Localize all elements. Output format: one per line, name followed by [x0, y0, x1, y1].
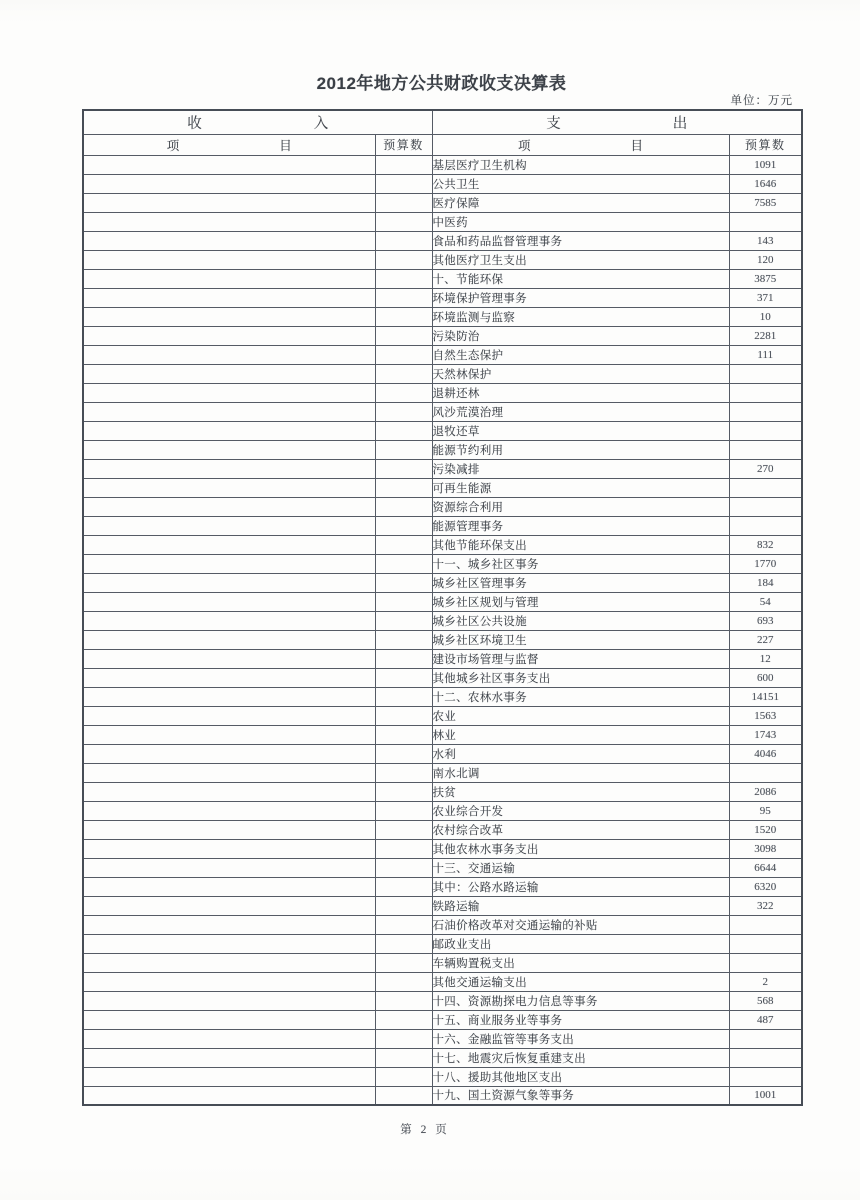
revenue-item-cell [83, 991, 375, 1010]
revenue-item-cell [83, 592, 375, 611]
expenditure-value-cell: 832 [729, 535, 802, 554]
revenue-value-cell [375, 1010, 432, 1029]
table-row [83, 782, 802, 801]
expenditure-value-cell: 568 [729, 991, 802, 1010]
expenditure-value-cell [729, 915, 802, 934]
revenue-value-cell [375, 687, 432, 706]
expenditure-value-cell [729, 934, 802, 953]
expenditure-item-cell: 石油价格改革对交通运输的补贴 [432, 915, 729, 934]
table-row [83, 402, 802, 421]
expenditure-value-cell: 184 [729, 573, 802, 592]
table-row [83, 364, 802, 383]
table-row [83, 231, 802, 250]
expenditure-item-cell: 城乡社区管理事务 [432, 573, 729, 592]
table-row [83, 763, 802, 782]
expenditure-item-cell: 基层医疗卫生机构 [432, 155, 729, 174]
revenue-item-cell [83, 649, 375, 668]
expenditure-item-cell: 扶贫 [432, 782, 729, 801]
qizhong-prefix: 其中： [432, 881, 468, 894]
table-row [83, 839, 802, 858]
table-row [83, 1067, 802, 1086]
expenditure-value-cell: 3875 [729, 269, 802, 288]
revenue-header-char: 入 [313, 115, 329, 132]
revenue-value-cell [375, 193, 432, 212]
expenditure-value-cell: 6644 [729, 858, 802, 877]
revenue-value-cell [375, 858, 432, 877]
expenditure-item-cell: 其中：公路水路运输 [432, 877, 729, 896]
revenue-value-cell [375, 155, 432, 174]
revenue-value-cell [375, 820, 432, 839]
expenditure-item-cell: 车辆购置税支出 [432, 953, 729, 972]
expenditure-value-cell: 2281 [729, 326, 802, 345]
expenditure-value-cell [729, 953, 802, 972]
table-row [83, 516, 802, 535]
revenue-value-cell [375, 516, 432, 535]
revenue-value-cell [375, 402, 432, 421]
revenue-item-cell [83, 459, 375, 478]
revenue-budget-column-header: 预算数 [375, 134, 432, 155]
revenue-item-cell [83, 763, 375, 782]
revenue-value-cell [375, 269, 432, 288]
revenue-item-cell [83, 497, 375, 516]
revenue-value-cell [375, 668, 432, 687]
expenditure-value-cell [729, 497, 802, 516]
revenue-item-cell [83, 687, 375, 706]
revenue-value-cell [375, 554, 432, 573]
revenue-item-cell [83, 668, 375, 687]
table-row [83, 744, 802, 763]
revenue-item-cell [83, 630, 375, 649]
expenditure-item-cell: 水利 [432, 744, 729, 763]
revenue-item-cell [83, 934, 375, 953]
expenditure-item-cell: 环境监测与监察 [432, 307, 729, 326]
expenditure-value-cell [729, 1048, 802, 1067]
revenue-item-cell [83, 972, 375, 991]
revenue-item-cell [83, 250, 375, 269]
expenditure-item-cell: 可再生能源 [432, 478, 729, 497]
expenditure-item-cell: 十三、交通运输 [432, 858, 729, 877]
table-row [83, 972, 802, 991]
expenditure-value-cell: 3098 [729, 839, 802, 858]
expenditure-value-cell: 1520 [729, 820, 802, 839]
table-row [83, 1048, 802, 1067]
table-row [83, 174, 802, 193]
table-row [83, 915, 802, 934]
expenditure-value-cell [729, 516, 802, 535]
expenditure-item-cell: 农业 [432, 706, 729, 725]
revenue-value-cell [375, 383, 432, 402]
table-row [83, 288, 802, 307]
expenditure-item-cell: 医疗保障 [432, 193, 729, 212]
revenue-item-cell [83, 345, 375, 364]
expenditure-item-cell: 天然林保护 [432, 364, 729, 383]
expenditure-item-cell: 环境保护管理事务 [432, 288, 729, 307]
revenue-item-cell [83, 326, 375, 345]
expenditure-value-cell: 14151 [729, 687, 802, 706]
revenue-value-cell [375, 991, 432, 1010]
expenditure-item-cell: 食品和药品监督管理事务 [432, 231, 729, 250]
expenditure-value-cell [729, 383, 802, 402]
expenditure-item-cell: 资源综合利用 [432, 497, 729, 516]
expenditure-item-cell: 十、节能环保 [432, 269, 729, 288]
revenue-value-cell [375, 915, 432, 934]
revenue-item-cell [83, 915, 375, 934]
expenditure-header-char: 出 [672, 115, 688, 132]
expenditure-value-cell [729, 1029, 802, 1048]
expenditure-value-cell: 4046 [729, 744, 802, 763]
expenditure-header-char: 支 [546, 115, 561, 132]
revenue-value-cell [375, 801, 432, 820]
table-row [83, 307, 802, 326]
revenue-value-cell [375, 212, 432, 231]
table-row [83, 478, 802, 497]
table-row [83, 706, 802, 725]
revenue-item-cell [83, 801, 375, 820]
expenditure-item-cell: 能源节约利用 [432, 440, 729, 459]
table-row [83, 326, 802, 345]
revenue-item-cell [83, 611, 375, 630]
unit-label: 单位：万元 [730, 95, 793, 107]
expenditure-item-cell: 林业 [432, 725, 729, 744]
revenue-item-cell [83, 155, 375, 174]
revenue-item-cell [83, 1048, 375, 1067]
revenue-value-cell [375, 725, 432, 744]
revenue-value-cell [375, 934, 432, 953]
revenue-item-cell [83, 212, 375, 231]
revenue-item-cell [83, 535, 375, 554]
revenue-value-cell [375, 573, 432, 592]
expenditure-item-cell: 公共卫生 [432, 174, 729, 193]
revenue-value-cell [375, 839, 432, 858]
revenue-value-cell [375, 459, 432, 478]
revenue-item-cell [83, 193, 375, 212]
expenditure-value-cell: 1091 [729, 155, 802, 174]
expenditure-item-cell: 南水北调 [432, 763, 729, 782]
revenue-item-cell [83, 744, 375, 763]
revenue-item-cell [83, 1010, 375, 1029]
revenue-value-cell [375, 953, 432, 972]
table-row [83, 1010, 802, 1029]
table-row [83, 725, 802, 744]
revenue-value-cell [375, 592, 432, 611]
table-row [83, 535, 802, 554]
table-row [83, 497, 802, 516]
revenue-item-cell [83, 516, 375, 535]
revenue-item-cell [83, 364, 375, 383]
table-body [83, 155, 802, 1105]
expenditure-value-cell [729, 1067, 802, 1086]
revenue-item-cell [83, 820, 375, 839]
table-row [83, 1086, 802, 1105]
expenditure-value-cell [729, 212, 802, 231]
table-row [83, 212, 802, 231]
expenditure-value-cell: 12 [729, 649, 802, 668]
revenue-value-cell [375, 1067, 432, 1086]
table-row [83, 592, 802, 611]
revenue-value-cell [375, 649, 432, 668]
expenditure-value-cell: 95 [729, 801, 802, 820]
table-row [83, 820, 802, 839]
expenditure-value-cell: 487 [729, 1010, 802, 1029]
revenue-value-cell [375, 706, 432, 725]
revenue-item-column-header: 项 目 [83, 134, 375, 155]
revenue-value-cell [375, 1029, 432, 1048]
expenditure-value-cell [729, 440, 802, 459]
table-row [83, 345, 802, 364]
revenue-value-cell [375, 1086, 432, 1105]
expenditure-value-cell: 111 [729, 345, 802, 364]
expenditure-item-cell: 中医药 [432, 212, 729, 231]
expenditure-item-cell: 十五、商业服务业等事务 [432, 1010, 729, 1029]
revenue-value-cell [375, 345, 432, 364]
revenue-value-cell [375, 364, 432, 383]
expenditure-value-cell: 1001 [729, 1086, 802, 1105]
table-row [83, 421, 802, 440]
expenditure-value-cell: 10 [729, 307, 802, 326]
expenditure-item-cell: 风沙荒漠治理 [432, 402, 729, 421]
revenue-item-cell [83, 288, 375, 307]
expenditure-item-cell: 十八、援助其他地区支出 [432, 1067, 729, 1086]
revenue-header-char: 收 [187, 115, 202, 132]
revenue-value-cell [375, 744, 432, 763]
revenue-value-cell [375, 288, 432, 307]
table-row [83, 630, 802, 649]
revenue-value-cell [375, 763, 432, 782]
expenditure-value-cell: 371 [729, 288, 802, 307]
expenditure-item-cell: 其他医疗卫生支出 [432, 250, 729, 269]
expenditure-item-cell: 铁路运输 [432, 896, 729, 915]
table-row [83, 554, 802, 573]
revenue-item-cell [83, 706, 375, 725]
table-row [83, 440, 802, 459]
revenue-item-cell [83, 858, 375, 877]
expenditure-value-cell: 270 [729, 459, 802, 478]
revenue-section-header [83, 110, 432, 134]
table-row [83, 687, 802, 706]
expenditure-value-cell: 1563 [729, 706, 802, 725]
revenue-item-cell [83, 782, 375, 801]
expenditure-item-cell: 农村综合改革 [432, 820, 729, 839]
revenue-item-cell [83, 421, 375, 440]
revenue-value-cell [375, 877, 432, 896]
expenditure-item-cell: 十二、农林水事务 [432, 687, 729, 706]
revenue-item-cell [83, 839, 375, 858]
expenditure-value-cell: 2086 [729, 782, 802, 801]
page-title: 2012年地方公共财政收支决算表 [316, 74, 567, 93]
table-row [83, 193, 802, 212]
table-row [83, 250, 802, 269]
revenue-item-cell [83, 440, 375, 459]
expenditure-value-cell: 322 [729, 896, 802, 915]
expenditure-item-cell: 其他交通运输支出 [432, 972, 729, 991]
expenditure-value-cell: 1646 [729, 174, 802, 193]
expenditure-item-cell: 城乡社区公共设施 [432, 611, 729, 630]
table-row [83, 459, 802, 478]
fiscal-table [82, 109, 803, 1106]
expenditure-value-cell: 54 [729, 592, 802, 611]
expenditure-value-cell: 1770 [729, 554, 802, 573]
expenditure-item-cell: 十一、城乡社区事务 [432, 554, 729, 573]
expenditure-value-cell: 693 [729, 611, 802, 630]
expenditure-value-cell: 600 [729, 668, 802, 687]
expenditure-item-cell: 自然生态保护 [432, 345, 729, 364]
expenditure-item-cell: 城乡社区环境卫生 [432, 630, 729, 649]
expenditure-item-cell: 十四、资源勘探电力信息等事务 [432, 991, 729, 1010]
expenditure-item-cell: 其他城乡社区事务支出 [432, 668, 729, 687]
expenditure-value-cell: 120 [729, 250, 802, 269]
revenue-value-cell [375, 497, 432, 516]
revenue-value-cell [375, 421, 432, 440]
revenue-value-cell [375, 326, 432, 345]
expenditure-value-cell: 7585 [729, 193, 802, 212]
revenue-item-cell [83, 953, 375, 972]
table-row [83, 269, 802, 288]
revenue-value-cell [375, 478, 432, 497]
revenue-item-cell [83, 231, 375, 250]
revenue-item-cell [83, 1067, 375, 1086]
column-header-row [83, 134, 802, 155]
revenue-value-cell [375, 174, 432, 193]
expenditure-item-cell: 农业综合开发 [432, 801, 729, 820]
revenue-value-cell [375, 782, 432, 801]
expenditure-value-cell [729, 478, 802, 497]
expenditure-item-cell: 十七、地震灾后恢复重建支出 [432, 1048, 729, 1067]
table-row [83, 155, 802, 174]
table-row [83, 1029, 802, 1048]
table-row [83, 611, 802, 630]
expenditure-item-column-header: 项 目 [432, 134, 729, 155]
expenditure-value-cell [729, 763, 802, 782]
expenditure-value-cell [729, 421, 802, 440]
expenditure-value-cell [729, 364, 802, 383]
revenue-item-cell [83, 174, 375, 193]
table-row [83, 991, 802, 1010]
revenue-value-cell [375, 250, 432, 269]
expenditure-item-cell: 其他农林水事务支出 [432, 839, 729, 858]
revenue-value-cell [375, 231, 432, 250]
expenditure-item-cell: 十六、金融监管等事务支出 [432, 1029, 729, 1048]
table-row [83, 573, 802, 592]
table-row [83, 953, 802, 972]
expenditure-item-cell: 退牧还草 [432, 421, 729, 440]
expenditure-item-cell: 邮政业支出 [432, 934, 729, 953]
revenue-value-cell [375, 440, 432, 459]
expenditure-value-cell: 1743 [729, 725, 802, 744]
expenditure-item-cell: 建设市场管理与监督 [432, 649, 729, 668]
expenditure-value-cell: 6320 [729, 877, 802, 896]
revenue-value-cell [375, 1048, 432, 1067]
revenue-item-cell [83, 402, 375, 421]
revenue-item-cell [83, 896, 375, 915]
table-row [83, 877, 802, 896]
revenue-item-cell [83, 877, 375, 896]
revenue-value-cell [375, 896, 432, 915]
table-row [83, 649, 802, 668]
expenditure-value-cell [729, 402, 802, 421]
section-header-row [83, 110, 802, 134]
revenue-value-cell [375, 972, 432, 991]
expenditure-item-cell: 能源管理事务 [432, 516, 729, 535]
table-row [83, 896, 802, 915]
expenditure-item-cell: 城乡社区规划与管理 [432, 592, 729, 611]
revenue-item-cell [83, 383, 375, 402]
page-number: 第 2 页 [400, 1124, 450, 1136]
expenditure-item-cell: 十九、国土资源气象等事务 [432, 1086, 729, 1105]
table-row [83, 668, 802, 687]
revenue-value-cell [375, 630, 432, 649]
revenue-item-cell [83, 1086, 375, 1105]
expenditure-item-cell: 污染防治 [432, 326, 729, 345]
revenue-value-cell [375, 307, 432, 326]
table-row [83, 801, 802, 820]
expenditure-value-cell: 143 [729, 231, 802, 250]
revenue-item-cell [83, 478, 375, 497]
table-row [83, 934, 802, 953]
revenue-item-cell [83, 269, 375, 288]
revenue-item-cell [83, 1029, 375, 1048]
revenue-item-cell [83, 573, 375, 592]
table-row [83, 858, 802, 877]
revenue-item-cell [83, 554, 375, 573]
expenditure-item-cell: 退耕还林 [432, 383, 729, 402]
revenue-value-cell [375, 611, 432, 630]
table-row [83, 383, 802, 402]
revenue-item-cell [83, 307, 375, 326]
revenue-item-cell [83, 725, 375, 744]
expenditure-value-cell: 227 [729, 630, 802, 649]
expenditure-budget-column-header: 预算数 [729, 134, 802, 155]
expenditure-section-header [432, 110, 802, 134]
revenue-value-cell [375, 535, 432, 554]
expenditure-item-cell: 其他节能环保支出 [432, 535, 729, 554]
expenditure-item-cell: 污染减排 [432, 459, 729, 478]
expenditure-value-cell: 2 [729, 972, 802, 991]
